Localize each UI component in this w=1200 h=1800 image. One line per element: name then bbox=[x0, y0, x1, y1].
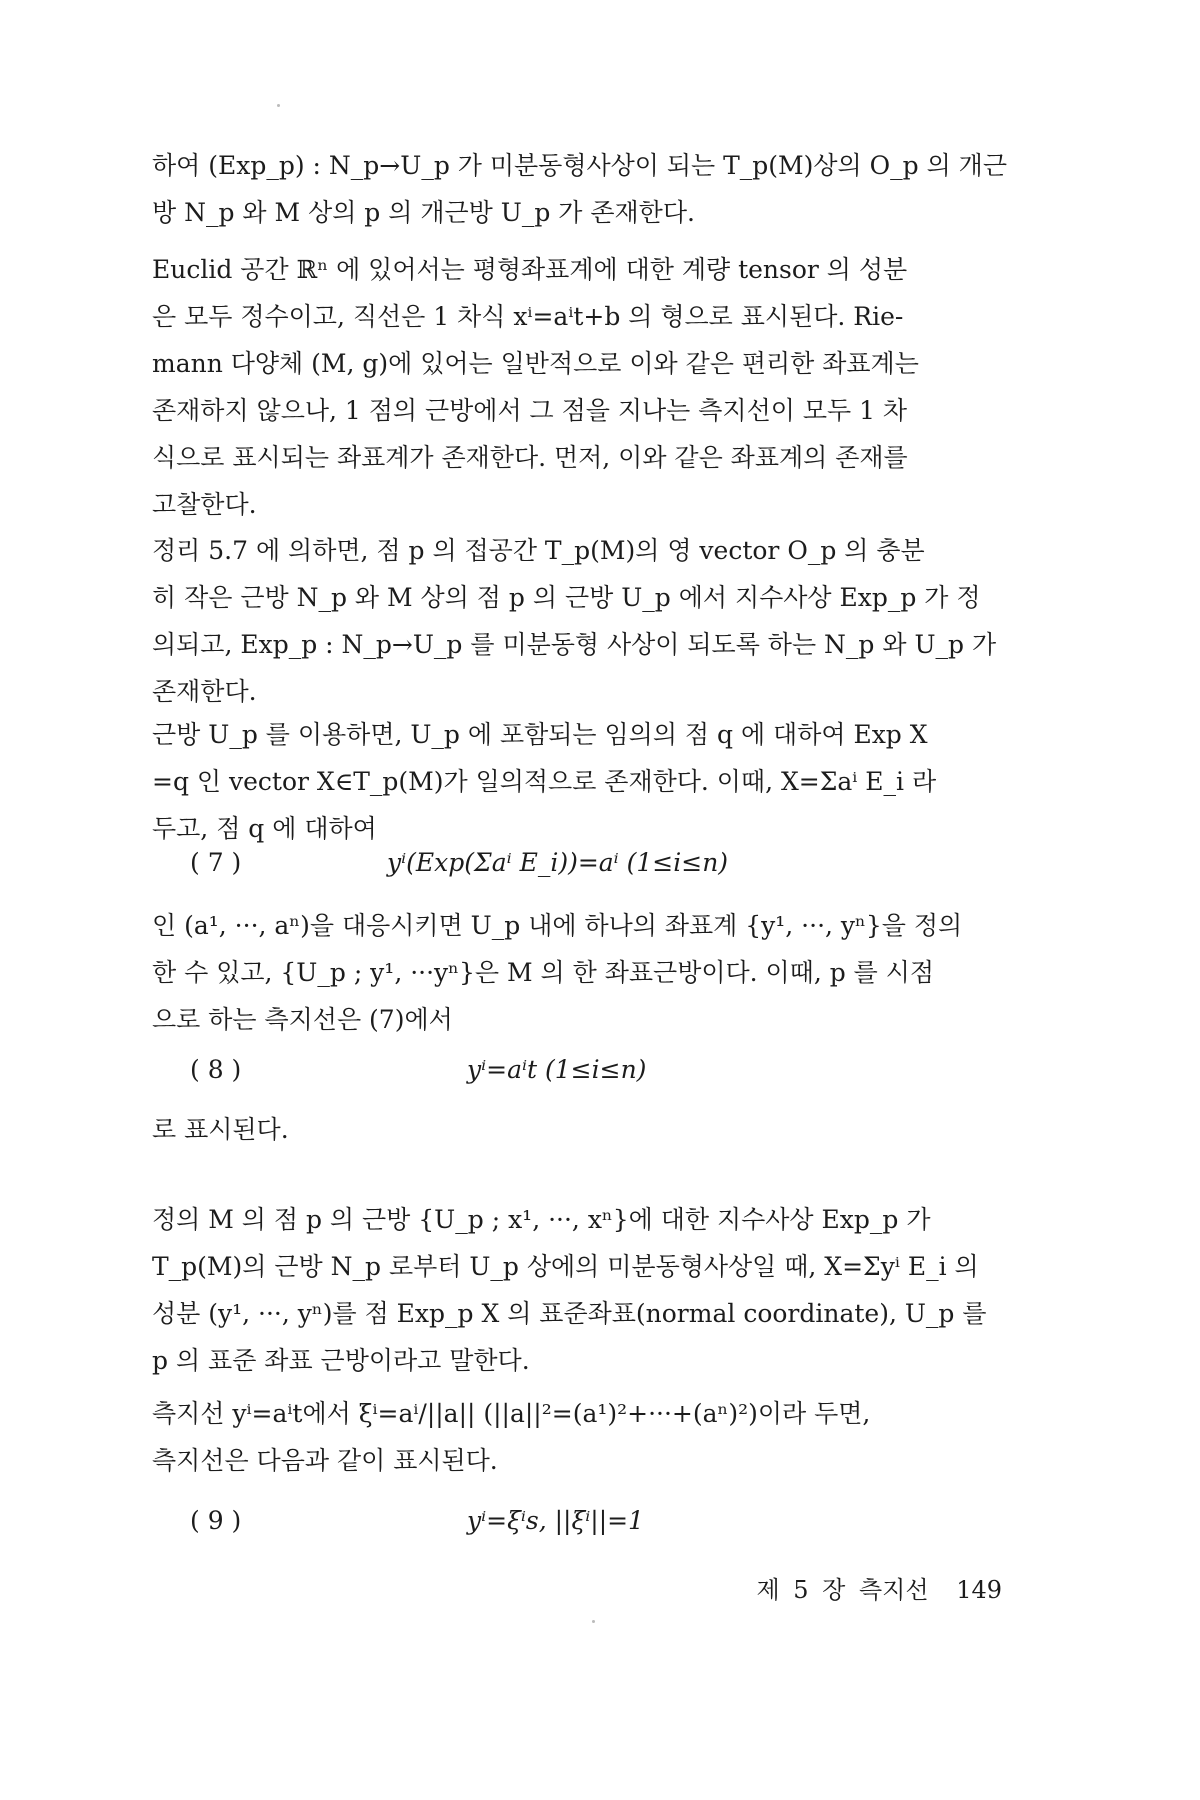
equation-formula: yⁱ=ξⁱs, ||ξⁱ||=1 bbox=[467, 1506, 644, 1535]
definition-paragraph: 정의 M 의 점 p 의 근방 {U_p ; x¹, ···, xⁿ}에 대한 지수사상 Exp_p 가 T_p(M)의 근방 N_p 로부터 U_p 상에의 미분동형사상일 때, X=Σyⁱ E_i 의 성분 (y¹, ···, yⁿ)를 점 Exp_p X 의 표준좌표(normal coordinate), U_p 를 p 의 표준 좌표 근방이라고 말한다. bbox=[152, 1205, 987, 1375]
scan-speck bbox=[277, 104, 280, 107]
paragraph-4: 근방 U_p 를 이용하면, U_p 에 포함되는 임의의 점 q 에 대하여 Exp X =q 인 vector X∈T_p(M)가 일의적으로 존재한다. 이때, X=Σaⁱ E_i 라 두고, 점 q 에 대하여 bbox=[152, 720, 937, 843]
paragraph-5: 인 (a¹, ···, aⁿ)을 대응시키면 U_p 내에 하나의 좌표계 {y¹, ···, yⁿ}을 정의 한 수 있고, {U_p ; y¹, ···yⁿ}은 M 의 한 좌표근방이다. 이때, p 를 시점 으로 하는 측지선은 (7)에서 bbox=[152, 911, 963, 1034]
paragraph-6: 로 표시된다. bbox=[152, 1115, 289, 1144]
equation-number: ( 7 ) bbox=[190, 848, 242, 877]
equation-7 bbox=[152, 842, 1022, 890]
chapter-heading: 제 5 장 측지선 bbox=[756, 1576, 929, 1604]
equation-formula: yⁱ=aⁱt (1≤i≤n) bbox=[467, 1055, 647, 1084]
paragraph-2: Euclid 공간 ℝⁿ 에 있어서는 평형좌표계에 대한 계량 tensor 의 성분 은 모두 정수이고, 직선은 1 차식 xⁱ=aⁱt+b 의 형으로 표시된다. Rie- mann 다양체 (M, g)에 있어는 일반적으로 이와 같은 편리한 좌표계는 존재하지 않으나, 1 점의 근방에서 그 점을 지나는 측지선이 모두 1 차 식으로 표시되는 좌표계가 존재한다. 먼저, 이와 같은 좌표계의 존재를 고찰한다. bbox=[152, 255, 919, 519]
equation-9 bbox=[152, 1500, 1022, 1548]
equation-number: ( 8 ) bbox=[190, 1055, 242, 1084]
page-number: 149 bbox=[956, 1576, 1002, 1604]
paragraph-1: 하여 (Exp_p) : N_p→U_p 가 미분동형사상이 되는 T_p(M)상의 O_p 의 개근 방 N_p 와 M 상의 p 의 개근방 U_p 가 존재한다. bbox=[152, 151, 1007, 227]
paragraph-3: 정리 5.7 에 의하면, 점 p 의 접공간 T_p(M)의 영 vector O_p 의 충분 히 작은 근방 N_p 와 M 상의 점 p 의 근방 U_p 에서 지수사상 Exp_p 가 정 의되고, Exp_p : N_p→U_p 를 미분동형 사상이 되도록 하는 N_p 와 U_p 가 존재한다. bbox=[152, 536, 997, 706]
paragraph-8: 측지선 yⁱ=aⁱt에서 ξⁱ=aⁱ/||a|| (||a||²=(a¹)²+···+(aⁿ)²)이라 두면, 측지선은 다음과 같이 표시된다. bbox=[152, 1399, 871, 1475]
scan-speck bbox=[592, 1620, 595, 1623]
page-footer bbox=[756, 1570, 1002, 1605]
equation-8 bbox=[152, 1049, 1022, 1097]
equation-number: ( 9 ) bbox=[190, 1506, 242, 1535]
equation-formula: yⁱ(Exp(Σaⁱ E_i))=aⁱ (1≤i≤n) bbox=[387, 848, 729, 877]
